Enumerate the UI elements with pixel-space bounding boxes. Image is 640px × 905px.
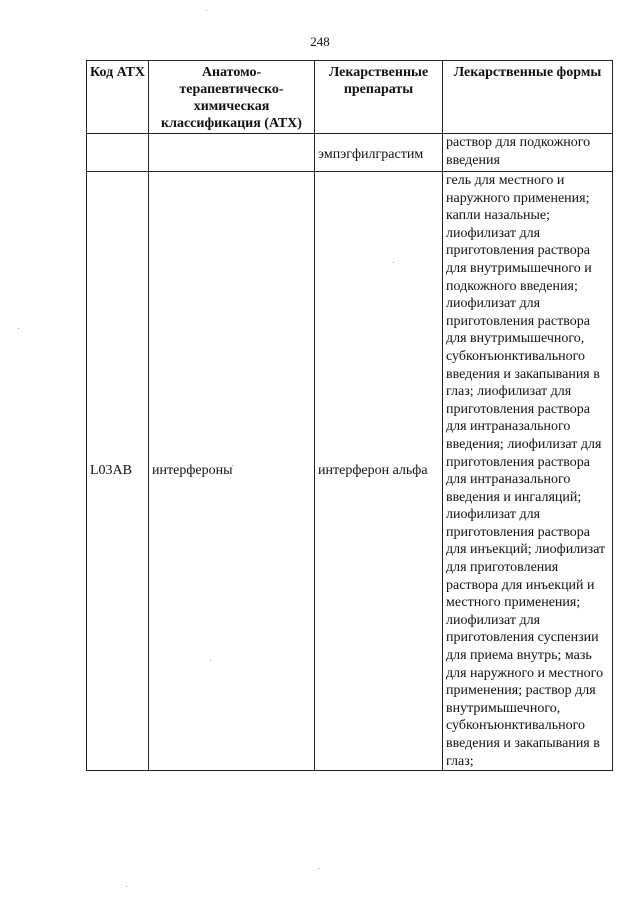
- scan-speck: [18, 328, 19, 329]
- table-row: [87, 172, 613, 771]
- scan-speck: [206, 10, 207, 11]
- scan-speck: [232, 465, 233, 466]
- cell-drug: интерферон альфа: [315, 172, 443, 771]
- atx-table: [86, 60, 613, 771]
- table-header-row: [87, 61, 613, 134]
- header-drugs: Лекарственные препараты: [315, 61, 443, 134]
- cell-code: [87, 134, 149, 172]
- header-atx-code: Код АТХ: [87, 61, 149, 134]
- header-atx-classification: Анатомо-терапевтическо-химическая классификация (АТХ): [149, 61, 315, 134]
- table-row: [87, 134, 613, 172]
- scan-speck: [210, 660, 211, 661]
- cell-forms: [443, 172, 613, 771]
- header-dosage-forms: Лекарственные формы: [443, 61, 613, 134]
- cell-classification: интерфероны: [149, 172, 315, 771]
- cell-forms: раствор для подкожного введения: [443, 134, 613, 172]
- scan-speck: [318, 868, 319, 869]
- cell-drug: эмпэгфилграстим: [315, 134, 443, 172]
- dosage-forms-text: гель для местного и наружного применения; капли назальные; лиофилизат для приготовления раствора для внутримышечного и подкожного введения; лиофилизат для приготовления раствора для внутримышечного, субконъюнктивального введения и закапывания в глаз; лиофилизат для приготовления раствора для интраназального введения; лиофилизат для приготовления раствора для интраназального введения и ингаляций; лиофилизат для приготовления раствора для инъекций; лиофилизат для приготовления раствора для инъекций и местного применения; лиофилизат для приготовления суспензии для приема внутрь; мазь для наружного и местного применения; раствор для внутримышечного, субконъюнктивального введения и закапывания в глаз;: [446, 173, 606, 769]
- cell-classification: [149, 134, 315, 172]
- scan-speck: [393, 262, 394, 263]
- page-number: 248: [310, 34, 330, 49]
- scan-speck: [126, 886, 127, 887]
- cell-code: L03AB: [87, 172, 149, 771]
